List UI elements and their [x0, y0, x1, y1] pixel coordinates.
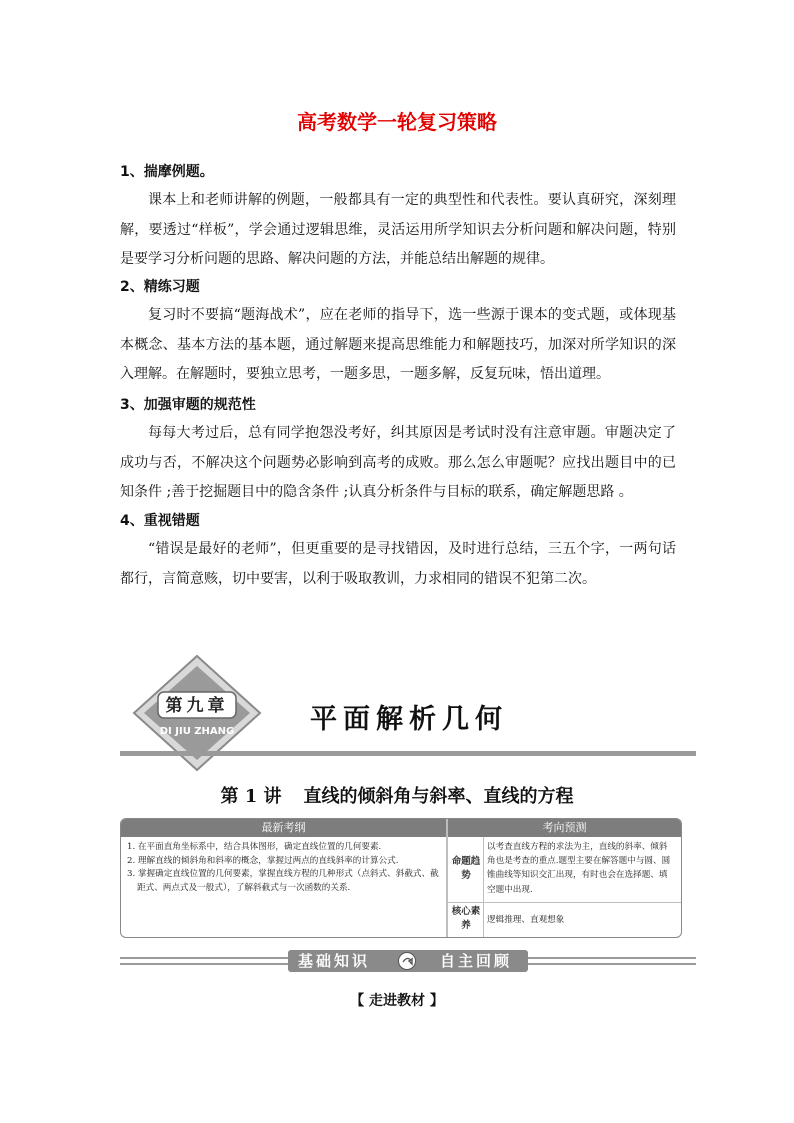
- section-body: 复习时不要搞“题海战术”，应在老师的指导下，选一些源于课本的变式题，或体现基本概念、基本方法的基本题，通过解题来提高思维能力和解题技巧，加深对所学知识的深入理解。在解题时，要独立思考，一题多思，一题多解，反复玩味，悟出道理。: [120, 307, 676, 382]
- lecture-number: 第 1 讲: [220, 786, 282, 807]
- list-item: 1. 在平面直角坐标系中，结合具体图形，确定直线位置的几何要素.: [127, 842, 382, 852]
- section-heading: 2、精练习题: [120, 279, 200, 295]
- chapter-badge-pinyin: DI JIU ZHANG: [159, 726, 235, 737]
- core-text: 逻辑推理、直观想象: [487, 915, 565, 925]
- document-title: 高考数学一轮复习策略: [297, 110, 497, 134]
- list-item: 3. 掌握确定直线位置的几何要素，掌握直线方程的几种形式（点斜式、斜截式、截距式、两点式及一般式），了解斜截式与一次函数的关系.: [127, 869, 439, 893]
- banner-right-text: 自主回顾: [440, 952, 513, 970]
- list-item: 2. 理解直线的倾斜角和斜率的概念，掌握过两点的直线斜率的计算公式.: [127, 855, 399, 866]
- syllabus-header: 最新考纲: [121, 819, 446, 837]
- section-body: 每每大考过后，总有同学抱怨没考好，纠其原因是考试时没有注意审题。审题决定了成功与否，不解决这个问题势必影响到高考的成败。那么怎么审题呢？应找出题目中的已知条件 ;善于挖掘题目中的隐含条件 ;认真分析条件与目标的联系，确定解题思路 。: [120, 425, 676, 500]
- review-icon: [398, 952, 416, 970]
- chapter-title: 平面解析几何: [310, 704, 508, 735]
- table-divider: [446, 819, 448, 937]
- banner-left-text: 基础知识: [298, 952, 371, 970]
- syllabus-list: [127, 841, 439, 895]
- forecast-header: 考向预测: [448, 819, 681, 837]
- trend-label: 命题趋势: [451, 856, 481, 881]
- section-heading: 3、加强审题的规范性: [120, 397, 256, 413]
- strategy-section-2: [120, 273, 676, 390]
- basic-knowledge-banner: [120, 950, 696, 972]
- section-heading: 1、揣摩例题。: [120, 164, 214, 180]
- syllabus-table: [120, 818, 682, 938]
- trend-text: 以考查直线方程的求法为主，直线的斜率、倾斜角也是考查的重点.题型主要在解答题中与圆、圆锥曲线等知识交汇出现，有时也会在选择题、填空题中出现.: [487, 842, 671, 895]
- strategy-section-3: [120, 391, 676, 508]
- label-divider: [483, 903, 484, 937]
- core-label: 核心素养: [451, 906, 481, 931]
- review-glyph-icon: [399, 953, 415, 969]
- strategy-section-4: [120, 507, 676, 594]
- lecture-name: 直线的倾斜角与斜率、直线的方程: [303, 786, 574, 807]
- label-divider: [483, 837, 484, 902]
- section-body: 课本上和老师讲解的例题，一般都具有一定的典型性和代表性。要认真研究，深刻理解，要透过“样板”，学会通过逻辑思维，灵活运用所学知识去分析问题和解决问题，特别是要学习分析问题的思路、解决问题的方法，并能总结出解题的规律。: [120, 192, 676, 267]
- section-heading: 4、重视错题: [120, 513, 200, 529]
- chapter-badge-cn: 第九章: [165, 696, 229, 716]
- subsection-heading: 【 走进教材 】: [350, 993, 444, 1009]
- strategy-section-1: [120, 158, 676, 275]
- section-body: “错误是最好的老师”，但更重要的是寻找错因，及时进行总结，三五个字，一两句话都行，言简意赅，切中要害，以利于吸取教训，力求相同的错误不犯第二次。: [120, 541, 676, 587]
- chapter-divider: [120, 751, 696, 756]
- lecture-title: [0, 782, 794, 808]
